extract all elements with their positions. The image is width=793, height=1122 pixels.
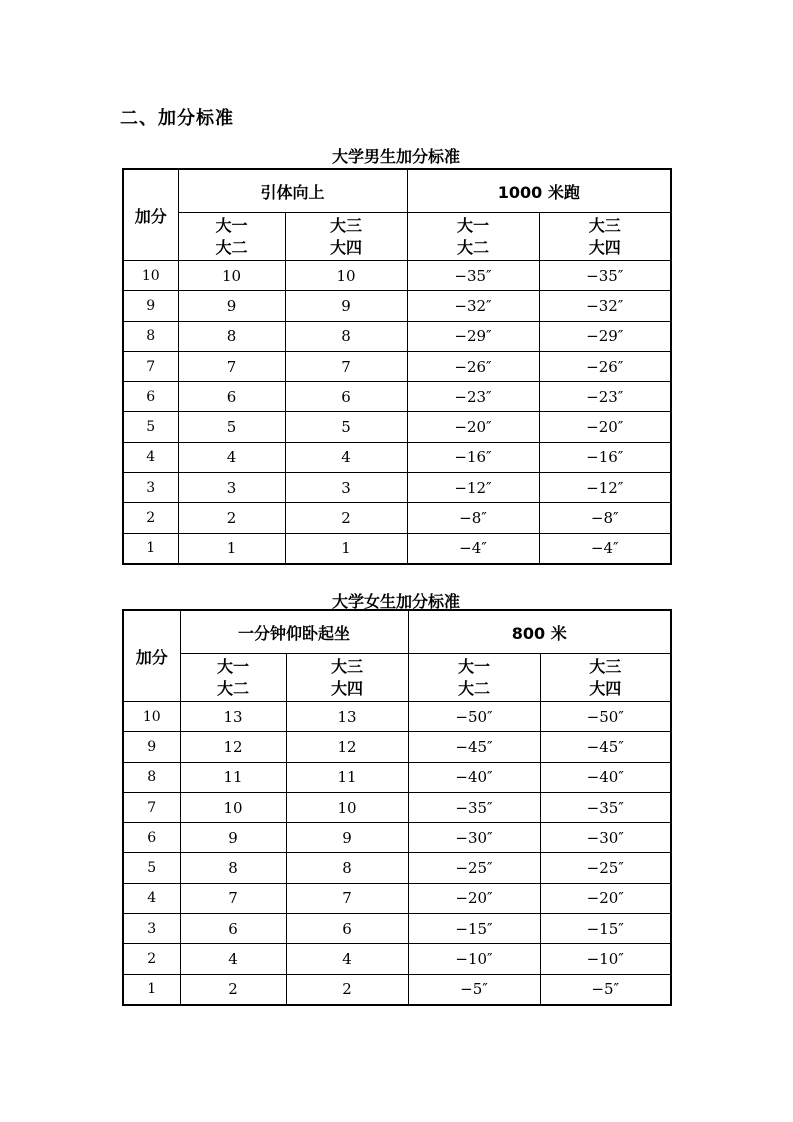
event1-grade-3-4-cell: 1 bbox=[285, 533, 407, 564]
event1-header: 引体向上 bbox=[178, 169, 407, 213]
event2-grade-3-4-cell: −45″ bbox=[540, 732, 671, 762]
event1-grade-3-4-cell: 6 bbox=[285, 382, 407, 412]
event1-grade-1-2-cell: 10 bbox=[180, 792, 286, 822]
grade-header-1-2: 大一 大二 bbox=[178, 213, 285, 261]
table-row bbox=[123, 823, 671, 853]
event2-grade-1-2-cell: −35″ bbox=[408, 792, 540, 822]
event2-header: 1000 米跑 bbox=[407, 169, 671, 213]
men-table-body bbox=[123, 261, 671, 564]
event2-grade-1-2-cell: −29″ bbox=[407, 321, 539, 351]
event2-grade-3-4-cell: −20″ bbox=[540, 883, 671, 913]
men-table-title: 大学男生加分标准 bbox=[331, 147, 460, 166]
score-cell: 7 bbox=[123, 351, 178, 381]
score-cell: 5 bbox=[123, 853, 180, 883]
event2-grade-1-2-cell: −20″ bbox=[407, 412, 539, 442]
event1-grade-1-2-cell: 7 bbox=[178, 351, 285, 381]
table-row bbox=[123, 503, 671, 533]
event1-grade-1-2-cell: 8 bbox=[178, 321, 285, 351]
event1-grade-3-4-cell: 3 bbox=[285, 473, 407, 503]
event2-grade-1-2-cell: −8″ bbox=[407, 503, 539, 533]
event1-grade-3-4-cell: 8 bbox=[286, 853, 408, 883]
grade-header-3-4: 大三 大四 bbox=[286, 654, 408, 702]
event2-grade-1-2-cell: −10″ bbox=[408, 944, 540, 974]
table-row bbox=[123, 412, 671, 442]
event2-grade-1-2-cell: −35″ bbox=[407, 261, 539, 291]
event1-grade-1-2-cell: 6 bbox=[180, 914, 286, 944]
event2-grade-1-2-cell: −20″ bbox=[408, 883, 540, 913]
event2-grade-1-2-cell: −45″ bbox=[408, 732, 540, 762]
event2-grade-3-4-cell: −30″ bbox=[540, 823, 671, 853]
event2-grade-3-4-cell: −12″ bbox=[539, 473, 671, 503]
score-cell: 7 bbox=[123, 792, 180, 822]
event1-grade-1-2-cell: 12 bbox=[180, 732, 286, 762]
event1-grade-1-2-cell: 2 bbox=[180, 974, 286, 1005]
event2-grade-3-4-cell: −16″ bbox=[539, 442, 671, 472]
event1-grade-1-2-cell: 2 bbox=[178, 503, 285, 533]
event2-grade-1-2-cell: −50″ bbox=[408, 702, 540, 732]
women-table-title: 大学女生加分标准 bbox=[331, 592, 460, 611]
event1-grade-1-2-cell: 1 bbox=[178, 533, 285, 564]
score-cell: 3 bbox=[123, 473, 178, 503]
score-cell: 1 bbox=[123, 974, 180, 1005]
event2-grade-1-2-cell: −40″ bbox=[408, 762, 540, 792]
grade-header-1-2: 大一 大二 bbox=[408, 654, 540, 702]
event1-grade-1-2-cell: 8 bbox=[180, 853, 286, 883]
table-row bbox=[123, 291, 671, 321]
score-cell: 10 bbox=[123, 261, 178, 291]
event1-grade-3-4-cell: 4 bbox=[286, 944, 408, 974]
event1-grade-1-2-cell: 9 bbox=[180, 823, 286, 853]
table-row bbox=[123, 533, 671, 564]
event2-grade-3-4-cell: −40″ bbox=[540, 762, 671, 792]
score-cell: 4 bbox=[123, 442, 178, 472]
score-cell: 1 bbox=[123, 533, 178, 564]
event1-grade-3-4-cell: 7 bbox=[285, 351, 407, 381]
event1-grade-3-4-cell: 5 bbox=[285, 412, 407, 442]
event2-grade-3-4-cell: −32″ bbox=[539, 291, 671, 321]
men-bonus-table bbox=[122, 168, 672, 565]
score-cell: 4 bbox=[123, 883, 180, 913]
event2-grade-1-2-cell: −25″ bbox=[408, 853, 540, 883]
grade-header-3-4: 大三 大四 bbox=[540, 654, 671, 702]
table-row bbox=[123, 261, 671, 291]
event1-grade-3-4-cell: 7 bbox=[286, 883, 408, 913]
event1-grade-1-2-cell: 3 bbox=[178, 473, 285, 503]
score-header: 加分 bbox=[123, 169, 178, 261]
event2-grade-3-4-cell: −10″ bbox=[540, 944, 671, 974]
women-bonus-table bbox=[122, 609, 672, 1006]
event2-grade-3-4-cell: −26″ bbox=[539, 351, 671, 381]
event1-grade-3-4-cell: 11 bbox=[286, 762, 408, 792]
event2-grade-3-4-cell: −35″ bbox=[540, 792, 671, 822]
event2-grade-3-4-cell: −35″ bbox=[539, 261, 671, 291]
event1-grade-3-4-cell: 10 bbox=[285, 261, 407, 291]
event2-grade-1-2-cell: −23″ bbox=[407, 382, 539, 412]
table-row bbox=[123, 732, 671, 762]
event1-grade-3-4-cell: 4 bbox=[285, 442, 407, 472]
table-row bbox=[123, 792, 671, 822]
event1-grade-1-2-cell: 5 bbox=[178, 412, 285, 442]
table-row bbox=[123, 853, 671, 883]
table-row bbox=[123, 883, 671, 913]
table-row bbox=[123, 974, 671, 1005]
score-cell: 9 bbox=[123, 291, 178, 321]
event1-grade-3-4-cell: 6 bbox=[286, 914, 408, 944]
event1-grade-1-2-cell: 10 bbox=[178, 261, 285, 291]
event1-grade-3-4-cell: 9 bbox=[285, 291, 407, 321]
event2-grade-3-4-cell: −5″ bbox=[540, 974, 671, 1005]
event1-grade-3-4-cell: 2 bbox=[285, 503, 407, 533]
event1-grade-3-4-cell: 10 bbox=[286, 792, 408, 822]
event2-grade-3-4-cell: −8″ bbox=[539, 503, 671, 533]
section-heading: 二、加分标准 bbox=[120, 108, 234, 129]
table-row bbox=[123, 382, 671, 412]
event2-grade-1-2-cell: −15″ bbox=[408, 914, 540, 944]
grade-header-3-4: 大三 大四 bbox=[285, 213, 407, 261]
score-cell: 8 bbox=[123, 321, 178, 351]
event2-grade-3-4-cell: −23″ bbox=[539, 382, 671, 412]
score-cell: 3 bbox=[123, 914, 180, 944]
score-header: 加分 bbox=[123, 610, 180, 702]
score-cell: 6 bbox=[123, 382, 178, 412]
event1-grade-1-2-cell: 9 bbox=[178, 291, 285, 321]
table-row bbox=[123, 473, 671, 503]
table-row bbox=[123, 944, 671, 974]
event2-header: 800 米 bbox=[408, 610, 671, 654]
event2-grade-1-2-cell: −30″ bbox=[408, 823, 540, 853]
event2-grade-3-4-cell: −50″ bbox=[540, 702, 671, 732]
event2-grade-3-4-cell: −20″ bbox=[539, 412, 671, 442]
table-row bbox=[123, 442, 671, 472]
event2-grade-1-2-cell: −32″ bbox=[407, 291, 539, 321]
table-row bbox=[123, 762, 671, 792]
event1-header: 一分钟仰卧起坐 bbox=[180, 610, 408, 654]
table-row bbox=[123, 321, 671, 351]
table-row bbox=[123, 914, 671, 944]
event1-grade-1-2-cell: 13 bbox=[180, 702, 286, 732]
event1-grade-1-2-cell: 6 bbox=[178, 382, 285, 412]
event2-grade-1-2-cell: −16″ bbox=[407, 442, 539, 472]
event1-grade-3-4-cell: 2 bbox=[286, 974, 408, 1005]
score-cell: 2 bbox=[123, 944, 180, 974]
score-cell: 6 bbox=[123, 823, 180, 853]
event2-grade-3-4-cell: −25″ bbox=[540, 853, 671, 883]
event2-grade-1-2-cell: −4″ bbox=[407, 533, 539, 564]
event2-grade-1-2-cell: −26″ bbox=[407, 351, 539, 381]
event1-grade-3-4-cell: 9 bbox=[286, 823, 408, 853]
event1-grade-3-4-cell: 13 bbox=[286, 702, 408, 732]
event2-grade-1-2-cell: −5″ bbox=[408, 974, 540, 1005]
score-cell: 5 bbox=[123, 412, 178, 442]
event1-grade-1-2-cell: 4 bbox=[180, 944, 286, 974]
grade-header-1-2: 大一 大二 bbox=[407, 213, 539, 261]
score-cell: 9 bbox=[123, 732, 180, 762]
score-cell: 2 bbox=[123, 503, 178, 533]
event1-grade-1-2-cell: 7 bbox=[180, 883, 286, 913]
grade-header-3-4: 大三 大四 bbox=[539, 213, 671, 261]
table-row bbox=[123, 351, 671, 381]
score-cell: 10 bbox=[123, 702, 180, 732]
grade-header-1-2: 大一 大二 bbox=[180, 654, 286, 702]
event1-grade-1-2-cell: 4 bbox=[178, 442, 285, 472]
women-table-body bbox=[123, 702, 671, 1005]
event1-grade-3-4-cell: 8 bbox=[285, 321, 407, 351]
event2-grade-3-4-cell: −4″ bbox=[539, 533, 671, 564]
event1-grade-3-4-cell: 12 bbox=[286, 732, 408, 762]
event2-grade-3-4-cell: −29″ bbox=[539, 321, 671, 351]
score-cell: 8 bbox=[123, 762, 180, 792]
event2-grade-1-2-cell: −12″ bbox=[407, 473, 539, 503]
event1-grade-1-2-cell: 11 bbox=[180, 762, 286, 792]
table-row bbox=[123, 702, 671, 732]
event2-grade-3-4-cell: −15″ bbox=[540, 914, 671, 944]
